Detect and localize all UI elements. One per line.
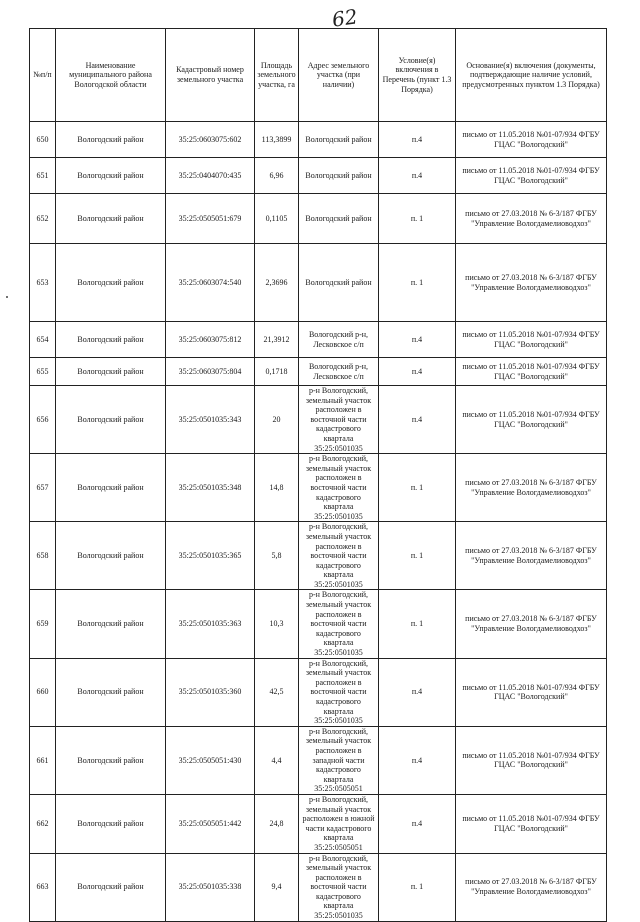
basis-cell: письмо от 11.05.2018 №01-07/934 ФГБУ ГЦАС "Вологодский": [456, 122, 607, 158]
cadastral-number-cell: 35:25:0603074:540: [166, 244, 255, 322]
header-cell-district: Наименование муниципального района Вологодской области: [56, 29, 166, 122]
condition-cell: п. 1: [379, 522, 456, 590]
area-cell: 24,8: [255, 794, 299, 853]
area-cell: 0,1105: [255, 194, 299, 244]
address-cell: р-н Вологодский, земельный участок расположен в западной части кадастрового квартала 35:25:0505051: [299, 726, 379, 794]
district-cell: Вологодский район: [56, 522, 166, 590]
address-cell: Вологодский р-н, Лесковское с/п: [299, 322, 379, 358]
district-cell: Вологодский район: [56, 386, 166, 454]
table-row: [30, 658, 607, 726]
district-cell: Вологодский район: [56, 658, 166, 726]
address-cell: Вологодский р-н, Лесковское с/п: [299, 358, 379, 386]
basis-cell: письмо от 27.03.2018 № 6-3/187 ФГБУ "Управление Вологдамелиоводхоз": [456, 590, 607, 658]
address-cell: Вологодский район: [299, 194, 379, 244]
area-cell: 10,3: [255, 590, 299, 658]
table-row: [30, 358, 607, 386]
district-cell: Вологодский район: [56, 454, 166, 522]
condition-cell: п. 1: [379, 244, 456, 322]
address-cell: Вологодский район: [299, 244, 379, 322]
condition-cell: п. 1: [379, 590, 456, 658]
cadastral-number-cell: 35:25:0505051:679: [166, 194, 255, 244]
condition-cell: п.4: [379, 122, 456, 158]
condition-cell: п.4: [379, 658, 456, 726]
row-number-cell: 663: [30, 853, 56, 921]
row-number-cell: 660: [30, 658, 56, 726]
address-cell: р-н Вологодский, земельный участок расположен в южной части кадастрового квартала 35:25:0505051: [299, 794, 379, 853]
cadastral-number-cell: 35:25:0505051:442: [166, 794, 255, 853]
basis-cell: письмо от 27.03.2018 № 6-3/187 ФГБУ "Управление Вологдамелиоводхоз": [456, 522, 607, 590]
area-cell: 113,3899: [255, 122, 299, 158]
cadastral-number-cell: 35:25:0603075:602: [166, 122, 255, 158]
cadastral-number-cell: 35:25:0501035:348: [166, 454, 255, 522]
table-row: [30, 122, 607, 158]
district-cell: Вологодский район: [56, 244, 166, 322]
condition-cell: п.4: [379, 386, 456, 454]
area-cell: 4,4: [255, 726, 299, 794]
table-header-row: [30, 29, 607, 122]
district-cell: Вологодский район: [56, 322, 166, 358]
area-cell: 21,3912: [255, 322, 299, 358]
table-row: [30, 454, 607, 522]
area-cell: 9,4: [255, 853, 299, 921]
basis-cell: письмо от 27.03.2018 № 6-3/187 ФГБУ "Управление Вологдамелиоводхоз": [456, 194, 607, 244]
row-number-cell: 656: [30, 386, 56, 454]
table-row: [30, 522, 607, 590]
basis-cell: письмо от 27.03.2018 № 6-3/187 ФГБУ "Управление Вологдамелиоводхоз": [456, 454, 607, 522]
address-cell: р-н Вологодский, земельный участок расположен в восточной части кадастрового квартала 35:25:0501035: [299, 522, 379, 590]
basis-cell: письмо от 27.03.2018 № 6-3/187 ФГБУ "Управление Вологдамелиоводхоз": [456, 244, 607, 322]
scan-mark: [6, 296, 8, 298]
row-number-cell: 658: [30, 522, 56, 590]
area-cell: 0,1718: [255, 358, 299, 386]
table-row: [30, 244, 607, 322]
condition-cell: п. 1: [379, 853, 456, 921]
area-cell: 20: [255, 386, 299, 454]
row-number-cell: 652: [30, 194, 56, 244]
table-row: [30, 386, 607, 454]
address-cell: Вологодский район: [299, 122, 379, 158]
table-row: [30, 590, 607, 658]
condition-cell: п.4: [379, 794, 456, 853]
header-cell-address: Адрес земельного участка (при наличии): [299, 29, 379, 122]
table-body: [30, 122, 607, 922]
condition-cell: п. 1: [379, 194, 456, 244]
land-plots-table: [29, 28, 607, 922]
condition-cell: п. 1: [379, 454, 456, 522]
district-cell: Вологодский район: [56, 726, 166, 794]
basis-cell: письмо от 27.03.2018 № 6-3/187 ФГБУ "Управление Вологдамелиоводхоз": [456, 853, 607, 921]
cadastral-number-cell: 35:25:0603075:804: [166, 358, 255, 386]
cadastral-number-cell: 35:25:0501035:365: [166, 522, 255, 590]
basis-cell: письмо от 11.05.2018 №01-07/934 ФГБУ ГЦАС "Вологодский": [456, 322, 607, 358]
basis-cell: письмо от 11.05.2018 №01-07/934 ФГБУ ГЦАС "Вологодский": [456, 358, 607, 386]
area-cell: 42,5: [255, 658, 299, 726]
area-cell: 6,96: [255, 158, 299, 194]
area-cell: 14,8: [255, 454, 299, 522]
cadastral-number-cell: 35:25:0501035:343: [166, 386, 255, 454]
address-cell: р-н Вологодский, земельный участок расположен в восточной части кадастрового квартала 35:25:0501035: [299, 454, 379, 522]
cadastral-number-cell: 35:25:0603075:812: [166, 322, 255, 358]
table-row: [30, 726, 607, 794]
header-cell-number: №п/п: [30, 29, 56, 122]
row-number-cell: 651: [30, 158, 56, 194]
table-row: [30, 794, 607, 853]
cadastral-number-cell: 35:25:0501035:363: [166, 590, 255, 658]
condition-cell: п.4: [379, 358, 456, 386]
row-number-cell: 655: [30, 358, 56, 386]
header-cell-basis: Основание(я) включения (документы, подтверждающие наличие условий, предусмотренных пунктом 1.3 Порядка): [456, 29, 607, 122]
district-cell: Вологодский район: [56, 853, 166, 921]
address-cell: р-н Вологодский, земельный участок расположен в восточной части кадастрового квартала 35:25:0501035: [299, 853, 379, 921]
cadastral-number-cell: 35:25:0505051:430: [166, 726, 255, 794]
header-cell-condition: Условие(я) включения в Перечень (пункт 1.3 Порядка): [379, 29, 456, 122]
district-cell: Вологодский район: [56, 794, 166, 853]
condition-cell: п.4: [379, 726, 456, 794]
basis-cell: письмо от 11.05.2018 №01-07/934 ФГБУ ГЦАС "Вологодский": [456, 794, 607, 853]
page-number: 62: [330, 4, 359, 32]
row-number-cell: 653: [30, 244, 56, 322]
district-cell: Вологодский район: [56, 194, 166, 244]
row-number-cell: 661: [30, 726, 56, 794]
table-row: [30, 194, 607, 244]
cadastral-number-cell: 35:25:0404070:435: [166, 158, 255, 194]
condition-cell: п.4: [379, 322, 456, 358]
basis-cell: письмо от 11.05.2018 №01-07/934 ФГБУ ГЦАС "Вологодский": [456, 658, 607, 726]
basis-cell: письмо от 11.05.2018 №01-07/934 ФГБУ ГЦАС "Вологодский": [456, 386, 607, 454]
header-cell-area: Площадь земельного участка, га: [255, 29, 299, 122]
cadastral-number-cell: 35:25:0501035:360: [166, 658, 255, 726]
cadastral-number-cell: 35:25:0501035:338: [166, 853, 255, 921]
header-cell-cadastral-number: Кадастровый номер земельного участка: [166, 29, 255, 122]
address-cell: р-н Вологодский, земельный участок расположен в восточной части кадастрового квартала 35:25:0501035: [299, 590, 379, 658]
district-cell: Вологодский район: [56, 158, 166, 194]
row-number-cell: 654: [30, 322, 56, 358]
area-cell: 2,3696: [255, 244, 299, 322]
row-number-cell: 662: [30, 794, 56, 853]
district-cell: Вологодский район: [56, 358, 166, 386]
area-cell: 5,8: [255, 522, 299, 590]
row-number-cell: 657: [30, 454, 56, 522]
district-cell: Вологодский район: [56, 122, 166, 158]
address-cell: р-н Вологодский, земельный участок расположен в восточной части кадастрового квартала 35:25:0501035: [299, 386, 379, 454]
address-cell: Вологодский район: [299, 158, 379, 194]
condition-cell: п.4: [379, 158, 456, 194]
address-cell: р-н Вологодский, земельный участок расположен в восточной части кадастрового квартала 35:25:0501035: [299, 658, 379, 726]
table-row: [30, 158, 607, 194]
district-cell: Вологодский район: [56, 590, 166, 658]
row-number-cell: 650: [30, 122, 56, 158]
table-row: [30, 853, 607, 921]
basis-cell: письмо от 11.05.2018 №01-07/934 ФГБУ ГЦАС "Вологодский": [456, 726, 607, 794]
table-row: [30, 322, 607, 358]
basis-cell: письмо от 11.05.2018 №01-07/934 ФГБУ ГЦАС "Вологодский": [456, 158, 607, 194]
row-number-cell: 659: [30, 590, 56, 658]
